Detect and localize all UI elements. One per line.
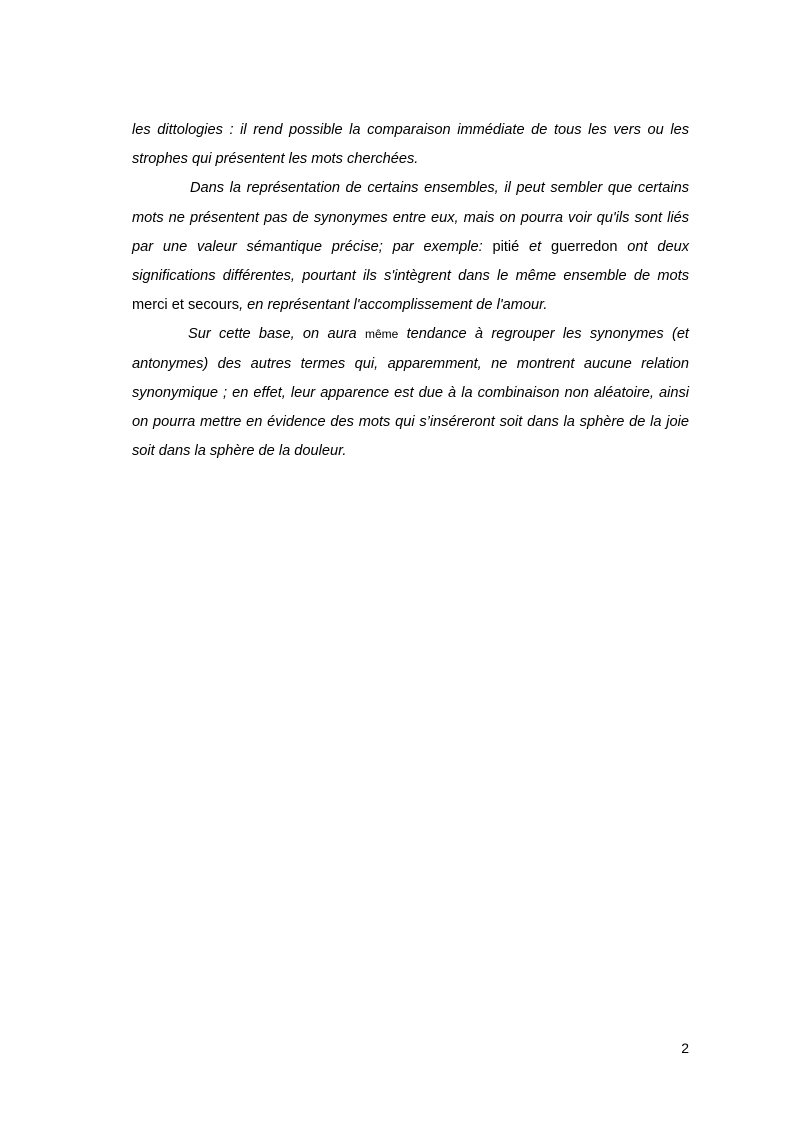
term-merci: merci — [132, 297, 168, 314]
paragraph-text: les dittologies : il rend possible la comparaison immédiate de tous les vers ou les strophes qui présentent les mots cherchées. — [132, 122, 689, 168]
body-text — [132, 116, 689, 466]
page-number: 2 — [681, 1040, 689, 1056]
paragraph-text: et — [167, 297, 188, 314]
paragraph-text: et — [519, 238, 551, 255]
term-guerredon: guerredon — [550, 238, 618, 255]
paragraph-3 — [132, 320, 689, 466]
paragraph-1 — [132, 116, 689, 174]
term-meme: même — [364, 327, 399, 342]
term-pitie: pitié — [492, 238, 520, 255]
paragraph-text: , en représentant l'accomplissement de l'amour. — [239, 297, 548, 314]
paragraph-text: Dans la représentation de certains ensembles, il peut sembler que certains mots ne présentent pas de synonymes entre eux, mais on pourra voir qu'ils sont liés par une valeur sémantique précise; par exemple: — [132, 180, 689, 255]
paragraph-text: tendance à regrouper les synonymes (et antonymes) des autres termes qui, apparemment, ne montrent aucune relation synonymique ; en effet, leur apparence est due à la combinaison non aléatoire, ainsi on pourra mettre en évidence des mots qui s’inséreront soit dans la sphère de la joie soit dans la sphère de la douleur. — [132, 326, 689, 460]
paragraph-2 — [132, 174, 689, 320]
paragraph-text: Sur cette base, on aura — [188, 326, 365, 343]
paragraph-text: ont deux significations différentes, pourtant ils s'intègrent dans le même ensemble de mots — [132, 238, 689, 285]
term-secours: secours — [187, 297, 240, 314]
